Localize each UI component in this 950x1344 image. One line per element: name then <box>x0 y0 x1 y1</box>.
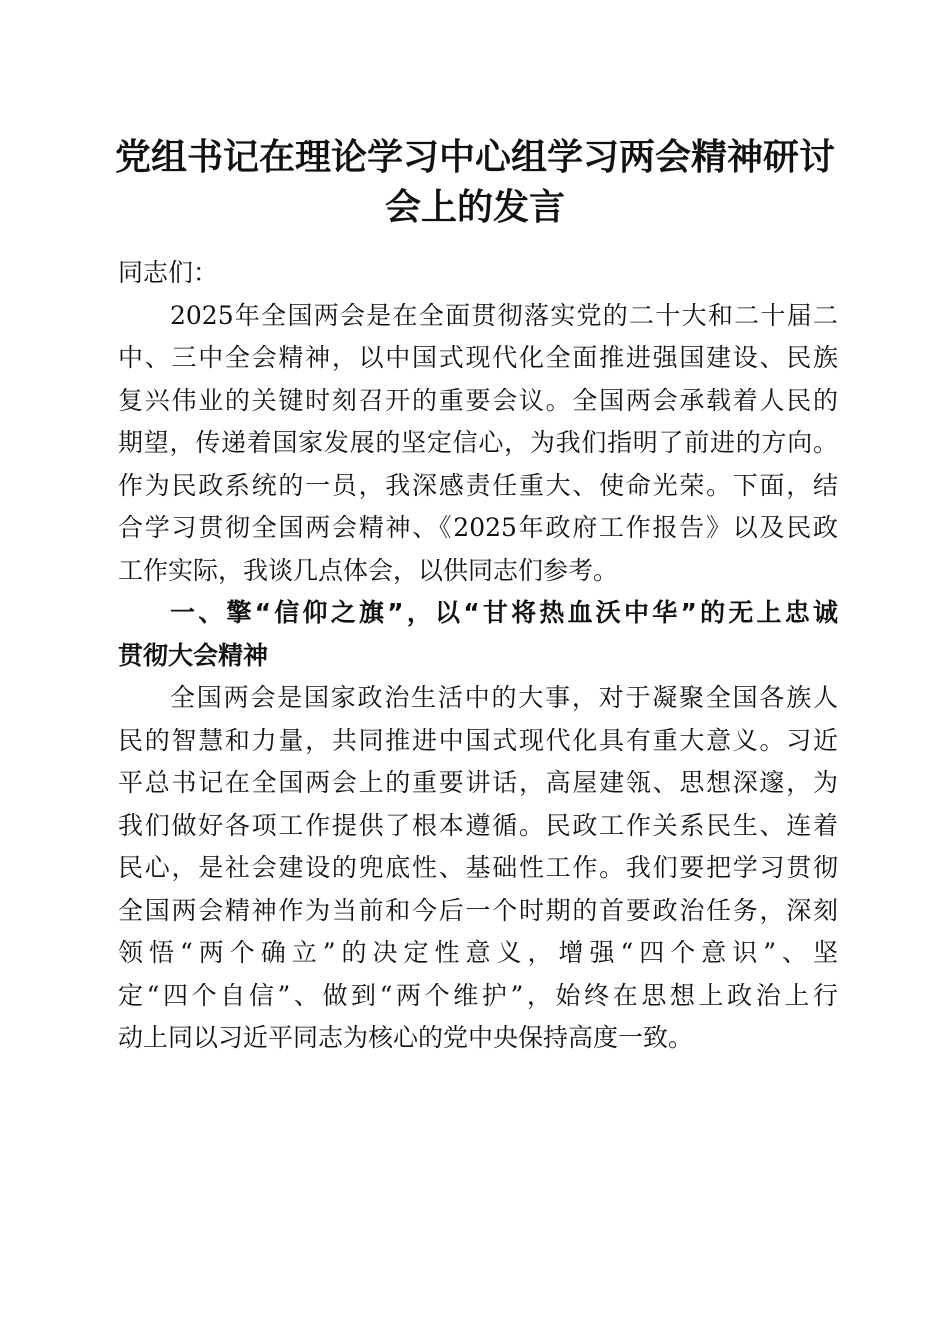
paragraph-line: 2025年全国两会是在全面贯彻落实党的二十大和二十届二 <box>170 300 838 330</box>
paragraph-line: 领悟“两个确立”的决定性意义，增强“四个意识”、坚 <box>118 938 838 967</box>
paragraph-section-1 <box>118 677 838 1060</box>
paragraph-line: 工作实际，我谈几点体会，以供同志们参考。 <box>118 555 619 585</box>
paragraph-line: 中、三中全会精神，以中国式现代化全面推进强国建设、民族 <box>118 343 838 372</box>
paragraph-line: 民心，是社会建设的兜底性、基础性工作。我们要把学习贯彻 <box>118 853 838 882</box>
paragraph-line: 民的智慧和力量，共同推进中国式现代化具有重大意义。习近 <box>118 725 838 755</box>
heading-line: 贯彻大会精神 <box>118 640 269 670</box>
paragraph-line: 全国两会精神作为当前和今后一个时期的首要政治任务，深刻 <box>118 895 838 925</box>
document-title <box>100 132 850 232</box>
paragraph-line: 复兴伟业的关键时刻召开的重要会议。全国两会承载着人民的 <box>118 385 838 415</box>
title-line-1: 党组书记在理论学习中心组学习两会精神研讨 <box>114 136 835 178</box>
heading-line: 一、擎“信仰之旗”，以“甘将热血沃中华”的无上忠诚 <box>170 598 838 627</box>
paragraph-line: 我们做好各项工作提供了根本遵循。民政工作关系民生、连着 <box>118 810 838 840</box>
paragraph-line: 全国两会是国家政治生活中的大事，对于凝聚全国各族人 <box>170 683 838 712</box>
section-heading-1 <box>118 592 838 677</box>
title-line-2: 会上的发言 <box>384 186 565 228</box>
salutation: 同志们： <box>118 258 219 287</box>
paragraph-line: 定“四个自信”、做到“两个维护”，始终在思想上政治上行 <box>118 980 838 1010</box>
paragraph-intro <box>118 295 838 593</box>
paragraph-line: 动上同以习近平同志为核心的党中央保持高度一致。 <box>118 1023 694 1052</box>
paragraph-line: 期望，传递着国家发展的坚定信心，为我们指明了前进的方向。 <box>118 428 838 457</box>
document-body <box>118 252 838 1060</box>
paragraph-line: 平总书记在全国两会上的重要讲话，高屋建瓴、思想深邃，为 <box>118 768 838 797</box>
paragraph-line: 作为民政系统的一员，我深感责任重大、使命光荣。下面，结 <box>118 470 838 500</box>
paragraph-line: 合学习贯彻全国两会精神、《2025年政府工作报告》以及民政 <box>118 513 838 542</box>
